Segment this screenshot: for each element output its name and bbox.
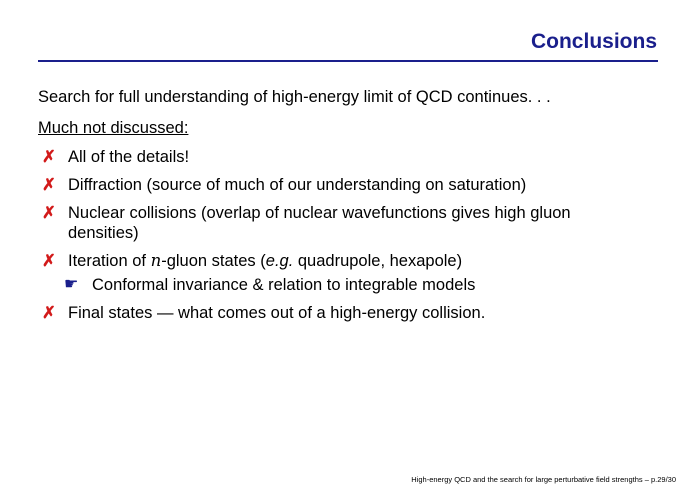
subheading: Much not discussed: xyxy=(38,119,189,137)
list-item xyxy=(42,303,662,323)
bullet-list xyxy=(42,147,662,331)
list-item-text: Iteration of xyxy=(68,252,151,270)
cross-mark-icon: ✗ xyxy=(42,304,56,322)
list-item-text: All of the details! xyxy=(68,148,190,166)
list-item xyxy=(42,203,662,243)
pointing-hand-icon: ☛ xyxy=(64,276,79,293)
list-item-text: Diffraction (source of much of our understanding on saturation) xyxy=(68,176,527,194)
list-item-text-continued: densities) xyxy=(68,224,139,242)
list-item xyxy=(42,147,662,167)
emphasis-text: e.g. xyxy=(265,252,294,270)
list-item xyxy=(42,175,662,195)
list-item-text: Nuclear collisions (overlap of nuclear wavefunctions gives high gluon xyxy=(68,204,571,222)
cross-mark-icon: ✗ xyxy=(42,252,56,270)
cross-mark-icon: ✗ xyxy=(42,176,56,194)
list-item xyxy=(42,251,662,271)
list-item-text: quadrupole, hexapole) xyxy=(293,252,463,270)
list-item-text: -gluon states ( xyxy=(161,252,266,270)
cross-mark-icon: ✗ xyxy=(42,148,56,166)
sub-list-item-text: Conformal invariance & relation to integrable models xyxy=(92,276,476,294)
title-rule xyxy=(38,60,658,62)
slide-title: Conclusions xyxy=(530,30,657,53)
cross-mark-icon: ✗ xyxy=(42,204,56,222)
intro-text: Search for full understanding of high-energy limit of QCD continues. . . xyxy=(38,88,551,106)
math-variable: n xyxy=(150,251,162,270)
sub-list-item xyxy=(42,275,662,295)
list-item-text: Final states — what comes out of a high-energy collision. xyxy=(68,304,486,322)
slide-footer: High-energy QCD and the search for large perturbative field strengths – p.29/30 xyxy=(411,475,676,484)
